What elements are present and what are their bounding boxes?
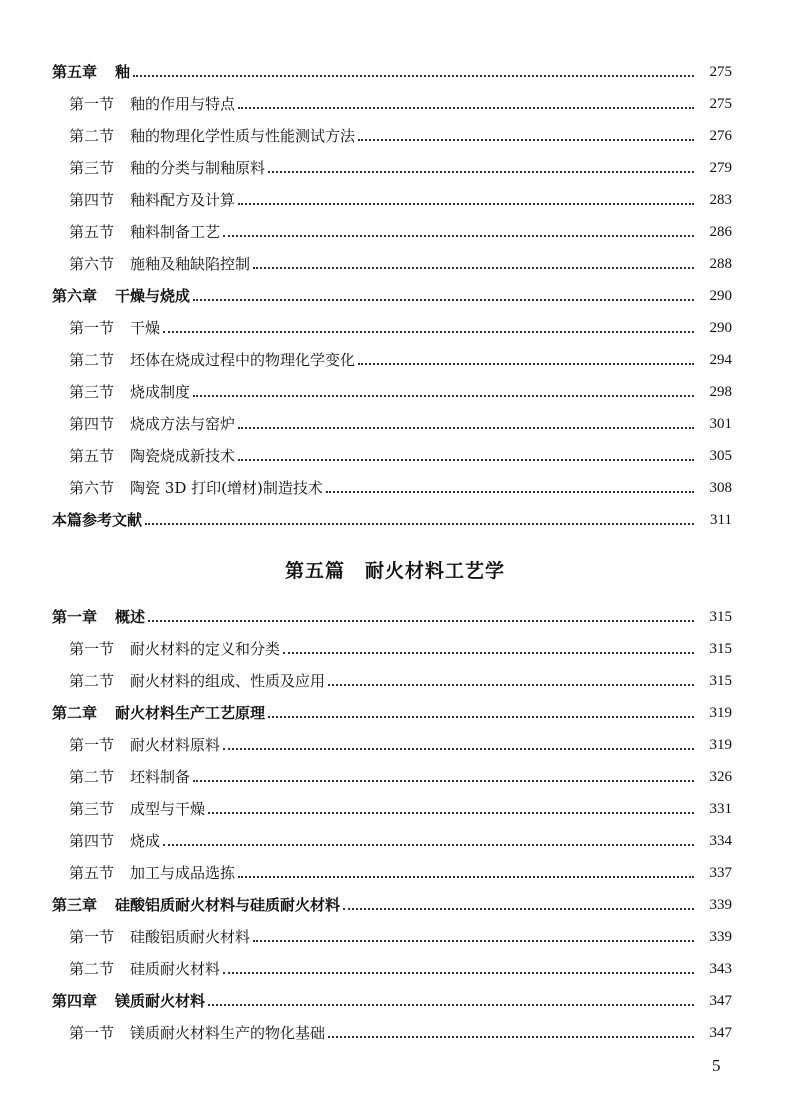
toc-page-number: 279 bbox=[709, 160, 732, 176]
toc-section-row[interactable] bbox=[0, 314, 790, 338]
toc-entry-number: 第二节 bbox=[69, 768, 115, 786]
toc-section-row[interactable] bbox=[0, 923, 790, 947]
toc-page-number: 337 bbox=[709, 865, 732, 881]
dot-leader bbox=[328, 684, 694, 686]
toc-section-row[interactable] bbox=[0, 442, 790, 466]
toc-page-number: 301 bbox=[709, 416, 732, 432]
toc-entry-heading bbox=[69, 1023, 325, 1043]
toc-page-number: 275 bbox=[709, 64, 732, 80]
toc-entry-number: 第五章 bbox=[52, 63, 98, 81]
toc-page-number: 315 bbox=[709, 673, 732, 689]
toc-entry-title: 坯体在烧成过程中的物理化学变化 bbox=[130, 351, 356, 369]
toc-entry-number: 第三章 bbox=[52, 896, 98, 914]
dot-leader bbox=[208, 1004, 694, 1006]
dot-leader bbox=[193, 780, 694, 782]
toc-entry-title: 耐火材料生产工艺原理 bbox=[115, 704, 266, 722]
toc-section-row[interactable] bbox=[0, 186, 790, 210]
toc-page-number: 311 bbox=[710, 512, 732, 528]
toc-entry-heading bbox=[69, 254, 250, 274]
toc-entry-title: 釉料配方及计算 bbox=[130, 191, 236, 209]
toc-entry-title: 加工与成品选拣 bbox=[130, 864, 236, 882]
toc-entry-number: 第一节 bbox=[69, 1024, 115, 1042]
toc-entry-title: 釉的分类与制釉原料 bbox=[130, 159, 266, 177]
toc-section-row[interactable] bbox=[0, 827, 790, 851]
toc-entry-number: 第五节 bbox=[69, 223, 115, 241]
toc-references-row[interactable] bbox=[0, 506, 790, 530]
toc-entry-title: 烧成 bbox=[130, 832, 161, 850]
toc-entry-title: 坯料制备 bbox=[130, 768, 191, 786]
toc-entry-title: 釉的作用与特点 bbox=[130, 95, 236, 113]
toc-entry-title: 镁质耐火材料 bbox=[115, 992, 206, 1010]
toc-page-number: 326 bbox=[709, 769, 732, 785]
toc-entry-number: 第四节 bbox=[69, 415, 115, 433]
toc-entry-heading bbox=[69, 863, 235, 883]
dot-leader bbox=[283, 652, 694, 654]
dot-leader bbox=[163, 331, 694, 333]
toc-entry-number: 第五节 bbox=[69, 447, 115, 465]
dot-leader bbox=[193, 299, 694, 301]
toc-entry-number: 第二章 bbox=[52, 704, 98, 722]
toc-entry-title: 耐火材料的组成、性质及应用 bbox=[130, 672, 326, 690]
toc-entry-heading bbox=[52, 510, 142, 530]
toc-entry-heading bbox=[69, 382, 190, 402]
toc-entry-heading bbox=[69, 446, 235, 466]
toc-page-number: 305 bbox=[709, 448, 732, 464]
toc-entry-title: 概述 bbox=[115, 608, 146, 626]
toc-entry-heading bbox=[69, 767, 190, 787]
toc-entry-heading bbox=[69, 158, 265, 178]
toc-entry-number: 第二节 bbox=[69, 127, 115, 145]
dot-leader bbox=[238, 459, 694, 461]
toc-entry-title: 耐火材料原料 bbox=[130, 736, 221, 754]
toc-section-row[interactable] bbox=[0, 795, 790, 819]
dot-leader bbox=[358, 139, 694, 141]
toc-entry-title: 陶瓷烧成新技术 bbox=[130, 447, 236, 465]
toc-entry-number: 第一章 bbox=[52, 608, 98, 626]
toc-page-number: 283 bbox=[709, 192, 732, 208]
dot-leader bbox=[238, 427, 694, 429]
toc-entry-number: 第四节 bbox=[69, 191, 115, 209]
toc-page-number: 339 bbox=[709, 897, 732, 913]
toc-section-row[interactable] bbox=[0, 90, 790, 114]
toc-page-number: 298 bbox=[709, 384, 732, 400]
toc-entry-heading bbox=[69, 799, 205, 819]
toc-entry-title: 硅酸铝质耐火材料 bbox=[130, 928, 251, 946]
dot-leader bbox=[193, 395, 694, 397]
toc-entry-heading bbox=[69, 350, 355, 370]
toc-entry-heading bbox=[69, 414, 235, 434]
toc-entry-heading bbox=[69, 927, 250, 947]
toc-entry-heading bbox=[69, 959, 220, 979]
toc-entry-title: 施釉及釉缺陷控制 bbox=[130, 255, 251, 273]
toc-entry-title: 干燥与烧成 bbox=[115, 287, 191, 305]
toc-entry-heading bbox=[69, 478, 323, 498]
toc-entry-number: 第四节 bbox=[69, 832, 115, 850]
toc-entry-heading bbox=[69, 671, 325, 691]
page-number: 5 bbox=[712, 1056, 721, 1075]
toc-entry-heading bbox=[69, 735, 220, 755]
toc-page-number: 339 bbox=[709, 929, 732, 945]
toc-entry-title: 烧成制度 bbox=[130, 383, 191, 401]
toc-entry-heading bbox=[69, 190, 235, 210]
toc-page-number: 286 bbox=[709, 224, 732, 240]
dot-leader bbox=[223, 235, 694, 237]
toc-entry-heading bbox=[69, 222, 220, 242]
toc-section-row[interactable] bbox=[0, 859, 790, 883]
toc-page-number: 319 bbox=[709, 705, 732, 721]
toc-section-row[interactable] bbox=[0, 763, 790, 787]
toc-entry-title: 釉料制备工艺 bbox=[130, 223, 221, 241]
toc-entry-heading bbox=[52, 703, 265, 723]
toc-section-row[interactable] bbox=[0, 410, 790, 434]
toc-entry-title: 本篇参考文献 bbox=[52, 511, 143, 529]
toc-section-row[interactable] bbox=[0, 218, 790, 242]
toc-entry-heading bbox=[69, 831, 160, 851]
dot-leader bbox=[148, 620, 694, 622]
toc-entry-number: 第五节 bbox=[69, 864, 115, 882]
toc-page-number: 288 bbox=[709, 256, 732, 272]
toc-entry-number: 第一节 bbox=[69, 319, 115, 337]
toc-chapter-row[interactable] bbox=[0, 891, 790, 915]
toc-entry-heading bbox=[52, 895, 340, 915]
toc-entry-number: 第二节 bbox=[69, 351, 115, 369]
toc-entry-title: 硅酸铝质耐火材料与硅质耐火材料 bbox=[115, 896, 341, 914]
toc-entry-heading bbox=[69, 318, 160, 338]
dot-leader bbox=[253, 940, 694, 942]
toc-section-row[interactable] bbox=[0, 154, 790, 178]
dot-leader bbox=[208, 812, 694, 814]
toc-section-row[interactable] bbox=[0, 378, 790, 402]
toc-page-number: 347 bbox=[709, 1025, 732, 1041]
toc-entry-number: 第六章 bbox=[52, 287, 98, 305]
toc-chapter-row[interactable] bbox=[0, 58, 790, 82]
dot-leader bbox=[223, 972, 694, 974]
toc-entry-title: 釉的物理化学性质与性能测试方法 bbox=[130, 127, 356, 145]
toc-section-row[interactable] bbox=[0, 635, 790, 659]
toc-entry-number: 第三节 bbox=[69, 800, 115, 818]
dot-leader bbox=[238, 876, 694, 878]
toc-page-number: 308 bbox=[709, 480, 732, 496]
toc-entry-title: 耐火材料的定义和分类 bbox=[130, 640, 281, 658]
toc-entry-heading bbox=[52, 286, 190, 306]
dot-leader bbox=[145, 523, 694, 525]
toc-chapter-row[interactable] bbox=[0, 282, 790, 306]
toc-page-number: 276 bbox=[709, 128, 732, 144]
toc-entry-number: 第一节 bbox=[69, 95, 115, 113]
toc-section-row[interactable] bbox=[0, 667, 790, 691]
toc-entry-number: 第一节 bbox=[69, 640, 115, 658]
toc-page-number: 331 bbox=[709, 801, 732, 817]
toc-chapter-row[interactable] bbox=[0, 603, 790, 627]
toc-entry-title: 硅质耐火材料 bbox=[130, 960, 221, 978]
part-number: 第五篇 bbox=[284, 560, 345, 582]
toc-page-number: 319 bbox=[709, 737, 732, 753]
toc-page-number: 343 bbox=[709, 961, 732, 977]
toc-entry-number: 第三节 bbox=[69, 159, 115, 177]
toc-section-row[interactable] bbox=[0, 955, 790, 979]
toc-section-row[interactable] bbox=[0, 731, 790, 755]
toc-entry-number: 第一节 bbox=[69, 928, 115, 946]
toc-entry-heading bbox=[69, 639, 280, 659]
dot-leader bbox=[268, 171, 694, 173]
dot-leader bbox=[326, 491, 694, 493]
toc-page-number: 334 bbox=[709, 833, 732, 849]
toc-entry-number: 第六节 bbox=[69, 479, 115, 497]
dot-leader bbox=[223, 748, 694, 750]
toc-entry-number: 第三节 bbox=[69, 383, 115, 401]
dot-leader bbox=[268, 716, 694, 718]
toc-entry-title: 釉 bbox=[115, 63, 131, 81]
toc-entry-title: 成型与干燥 bbox=[130, 800, 206, 818]
toc-entry-title: 陶瓷 3D 打印(增材)制造技术 bbox=[130, 479, 323, 497]
toc-entry-heading bbox=[69, 94, 235, 114]
dot-leader bbox=[163, 844, 694, 846]
toc-entry-title: 干燥 bbox=[130, 319, 161, 337]
dot-leader bbox=[133, 75, 694, 77]
part-heading bbox=[0, 556, 790, 583]
toc-entry-heading bbox=[52, 607, 145, 627]
dot-leader bbox=[328, 1036, 694, 1038]
toc-section-row[interactable] bbox=[0, 1019, 790, 1043]
dot-leader bbox=[358, 363, 694, 365]
toc-page-number: 347 bbox=[709, 993, 732, 1009]
toc-chapter-row[interactable] bbox=[0, 987, 790, 1011]
toc-section-row[interactable] bbox=[0, 474, 790, 498]
toc-page-number: 275 bbox=[709, 96, 732, 112]
dot-leader bbox=[238, 203, 694, 205]
toc-page-number: 315 bbox=[709, 609, 732, 625]
toc-section-row[interactable] bbox=[0, 122, 790, 146]
toc-entry-heading bbox=[69, 126, 355, 146]
toc-entry-title: 烧成方法与窑炉 bbox=[130, 415, 236, 433]
toc-section-row[interactable] bbox=[0, 250, 790, 274]
toc-page-number: 290 bbox=[709, 288, 732, 304]
part-title: 耐火材料工艺学 bbox=[365, 560, 506, 582]
toc-page-number: 290 bbox=[709, 320, 732, 336]
dot-leader bbox=[253, 267, 694, 269]
toc-entry-number: 第六节 bbox=[69, 255, 115, 273]
toc-section-row[interactable] bbox=[0, 346, 790, 370]
dot-leader bbox=[343, 908, 694, 910]
toc-entry-number: 第一节 bbox=[69, 736, 115, 754]
toc-entry-number: 第二节 bbox=[69, 672, 115, 690]
toc-page-number: 294 bbox=[709, 352, 732, 368]
toc-chapter-row[interactable] bbox=[0, 699, 790, 723]
toc-entry-heading bbox=[52, 991, 205, 1011]
toc-page-number: 315 bbox=[709, 641, 732, 657]
toc-entry-heading bbox=[52, 62, 130, 82]
toc-entry-number: 第四章 bbox=[52, 992, 98, 1010]
toc-entry-title: 镁质耐火材料生产的物化基础 bbox=[130, 1024, 326, 1042]
dot-leader bbox=[238, 107, 694, 109]
toc-entry-number: 第二节 bbox=[69, 960, 115, 978]
